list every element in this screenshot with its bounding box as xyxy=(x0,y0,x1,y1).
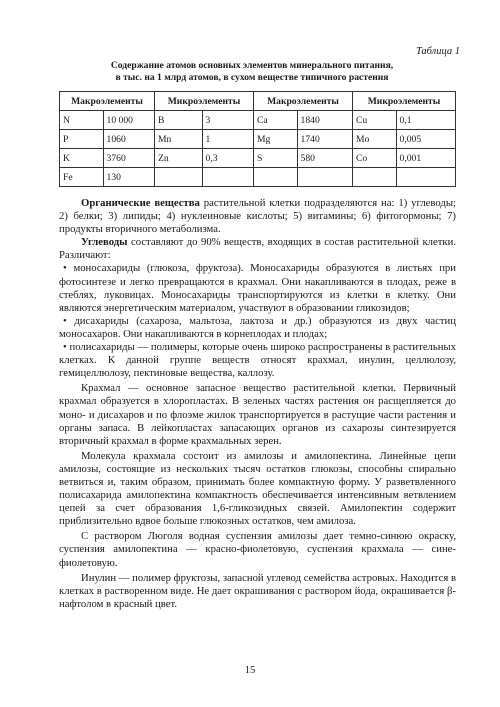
header-macro-2: Макроэлементы xyxy=(254,92,353,111)
header-micro-2: Микроэлементы xyxy=(352,92,455,111)
table-cell xyxy=(254,168,298,187)
table-cell: 1060 xyxy=(103,130,154,149)
paragraph-starch-molecule: Молекула крахмала состоит из амилозы и амилопектина. Линейные цепи амилозы, состоящие из нескольких тысяч остатков глюкозы, способны спирально ветвиться и, таким образом, принимать более компактную форму. У разветвленного полисахарида амилопектина компактность обеспечивается интенсивным ветвлением цепей за счет образования 1,6-гликозидных связей. Амилопектин содержит приблизительно вдвое больше глюкозных остатков, чем амилоза. xyxy=(59,449,456,528)
table-cell: 0,3 xyxy=(202,149,253,168)
bullet-item-polysaccharides xyxy=(59,341,456,380)
table-header-row xyxy=(60,92,456,111)
table-cell: 10 000 xyxy=(103,111,154,130)
table-cell: Zn xyxy=(155,149,203,168)
table-cell: 580 xyxy=(297,149,352,168)
bullet-icon: • xyxy=(63,341,67,354)
table-row xyxy=(60,111,456,130)
table-cell: P xyxy=(60,130,104,149)
bullet-text: дисахариды (сахароза, мальтоза, лактоза и др.) образуются из двух частиц моносахаров. Они накапливаются в корнеплодах и плодах; xyxy=(59,314,456,340)
term-organic: Органические вещества xyxy=(81,197,200,209)
bullet-icon: • xyxy=(63,262,67,275)
paragraph-starch: Крахмал — основное запасное вещество растительной клетки. Первичный крахмал образуется в хлоропластах. В зеленых частях растения он расщепляется до моно- и дисахаров и по флоэме жилок транспортируется в растущие части растения и органы запаса. В лейкопластах запасающих органов из сахарозы синтезируется вторичный крахмал в форме крахмальных зерен. xyxy=(59,382,456,447)
table-cell: B xyxy=(155,111,203,130)
table-cell: 1 xyxy=(202,130,253,149)
paragraph-carbohydrates xyxy=(59,236,456,262)
body-text xyxy=(59,197,456,611)
header-micro-1: Микроэлементы xyxy=(155,92,254,111)
bullet-text: полисахариды — полимеры, которые очень широко распространены в растительных клетках. К данной группе веществ относят крахмал, инулин, целлюлозу, гемицеллюлозу, пектиновые вещества, каллозу. xyxy=(59,341,457,380)
paragraph-inulin: Инулин — полимер фруктозы, запасной углевод семейства астровых. Находится в клетках в растворенном виде. Не дает окрашивания с раствором йода, окрашивается β-нафтолом в красный цвет. xyxy=(59,571,456,610)
page-number: 15 xyxy=(244,665,256,676)
table-caption xyxy=(50,60,454,84)
table-cell xyxy=(155,168,203,187)
table-cell: 3 xyxy=(202,111,253,130)
table-cell: Fe xyxy=(60,168,104,187)
table-cell: S xyxy=(254,149,298,168)
table-cell: K xyxy=(60,149,104,168)
table-cell: 3760 xyxy=(103,149,154,168)
table-cell: Cu xyxy=(352,111,396,130)
table-cell: Mo xyxy=(352,130,396,149)
table-cell xyxy=(352,168,396,187)
term-carbohydrates: Углеводы xyxy=(81,236,128,249)
table-cell: 130 xyxy=(103,168,154,187)
table-cell xyxy=(202,168,253,187)
caption-line-2: в тыс. на 1 млрд атомов, в сухом веществе типичного растения xyxy=(115,72,389,83)
table-row xyxy=(60,168,456,187)
paragraph-organic xyxy=(59,197,456,236)
table-cell: Mg xyxy=(254,130,298,149)
bullet-item-disaccharides xyxy=(59,315,456,341)
table-row xyxy=(60,149,456,168)
table-label: Таблица 1 xyxy=(415,46,460,57)
header-macro-1: Макроэлементы xyxy=(60,92,155,111)
mineral-elements-table xyxy=(59,91,456,187)
table-cell xyxy=(297,168,352,187)
bullet-text: моносахариды (глюкоза, фруктоза). Моносахариды образуются в листьях при фотосинтезе и легко превращаются в крахмал. Они накапливаются в плодах, реже в стеблях, луковицах. Моносахариды транспортируются из клетки в клетку. Они являются энергетическим материалом, участвуют в образовании гликозидов; xyxy=(59,262,456,314)
paragraph-lugol: С раствором Люголя водная суспензия амилозы дает темно-синюю окраску, суспензия амилопектина — красно-фиолетовую, суспензия крахмала — сине-фиолетовую. xyxy=(59,530,456,569)
table-cell: 0,005 xyxy=(396,130,455,149)
table-cell: Co xyxy=(352,149,396,168)
table-cell: 1840 xyxy=(297,111,352,130)
bullet-icon: • xyxy=(63,314,67,327)
caption-line-1: Содержание атомов основных элементов минерального питания, xyxy=(110,60,394,71)
table-cell: 0,1 xyxy=(396,111,455,130)
table-cell xyxy=(396,168,455,187)
table-row xyxy=(60,130,456,149)
table-cell: N xyxy=(60,111,104,130)
table-cell: 0,001 xyxy=(396,149,455,168)
table-cell: Mn xyxy=(155,130,203,149)
paragraph-text: составляют до 90% веществ, входящих в состав растительной клетки. Различают: xyxy=(59,236,456,262)
bullet-item-monosaccharides xyxy=(59,262,456,314)
table-cell: Ca xyxy=(254,111,298,130)
table-cell: 1740 xyxy=(297,130,352,149)
paragraph-text: растительной клетки подразделяются на: 1) углеводы; 2) белки; 3) липиды; 4) нуклеиновые кислоты; 5) витамины; 6) фитогормоны; 7) продукты вторичного метаболизма. xyxy=(59,197,457,236)
